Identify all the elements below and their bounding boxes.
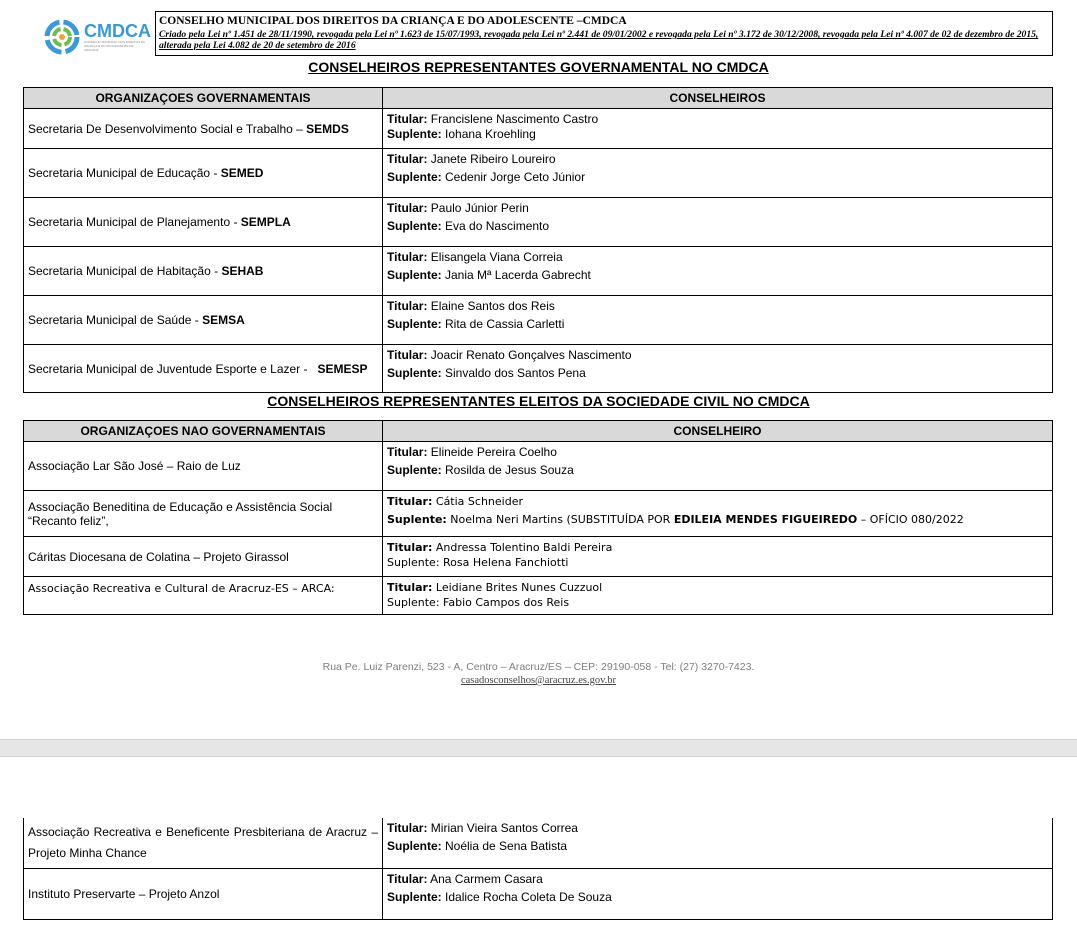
gov-table-header [24, 88, 1053, 109]
cmdca-logo [44, 17, 151, 57]
org-cell: Associação Beneditina de Educação e Assistência Social “Recanto feliz”, [24, 491, 383, 537]
civil-table [23, 420, 1053, 615]
header-box [155, 11, 1053, 56]
table-row [24, 491, 1053, 537]
civil-col-org: ORGANIZAÇOES NAO GOVERNAMENTAIS [24, 421, 383, 442]
cons-cell: Titular: Cátia Schneider Suplente: Noelma Neri Martins (SUBSTITUÍDA POR EDILEIA MENDES FIGUEIREDO – OFÍCIO 080/2022 [383, 491, 1053, 537]
civil-section-title: CONSELHEIROS REPRESENTANTES ELEITOS DA SOCIEDADE CIVIL NO CMDCA [267, 393, 810, 409]
cons-cell: Titular: Elineide Pereira Coelho Suplente: Rosilda de Jesus Souza [383, 442, 1053, 491]
gov-table [23, 87, 1053, 393]
page-break [0, 739, 1077, 757]
table-row [24, 198, 1053, 247]
org-cell: Secretaria De Desenvolvimento Social e Trabalho – SEMDS [24, 109, 383, 149]
org-cell: Associação Recreativa e Beneficente Presbiteriana de Aracruz – Projeto Minha Chance [24, 818, 383, 868]
gov-section-title: CONSELHEIROS REPRESENTANTES GOVERNAMENTAL NO CMDCA [308, 59, 769, 75]
table-row [24, 247, 1053, 296]
table-row [24, 109, 1053, 149]
table-row [24, 345, 1053, 393]
page-footer [0, 661, 1077, 687]
cons-cell: Titular: Andressa Tolentino Baldi Pereira Suplente: Rosa Helena Fanchiotti [383, 537, 1053, 577]
cons-cell: Titular: Francislene Nascimento Castro Suplente: Iohana Kroehling [383, 109, 1053, 149]
cons-cell: Titular: Leidiane Brites Nunes Cuzzuol Suplente: Fabio Campos dos Reis [383, 577, 1053, 615]
table-row [24, 537, 1053, 577]
cons-cell: Titular: Paulo Júnior Perin Suplente: Eva do Nascimento [383, 198, 1053, 247]
table-row [24, 868, 1053, 919]
org-cell: Instituto Preservarte – Projeto Anzol [24, 868, 383, 919]
org-cell: Secretaria Municipal de Educação - SEMED [24, 149, 383, 198]
cons-cell: Titular: Janete Ribeiro Loureiro Suplente: Cedenir Jorge Ceto Júnior [383, 149, 1053, 198]
org-cell: Secretaria Municipal de Habitação - SEHAB [24, 247, 383, 296]
org-cell: Secretaria Municipal de Planejamento - SEMPLA [24, 198, 383, 247]
civil-col-cons: CONSELHEIRO [383, 421, 1053, 442]
footer-address: Rua Pe. Luiz Parenzi, 523 - A, Centro – Aracruz/ES – CEP: 29190-058 - Tel: (27) 3270-7423. [322, 661, 755, 673]
civil-table-continued [23, 818, 1053, 920]
org-cell: Associação Recreativa e Cultural de Aracruz-ES – ARCA: [24, 577, 383, 615]
org-cell: Secretaria Municipal de Juventude Esporte e Lazer - SEMESP [24, 345, 383, 393]
header-title: CONSELHO MUNICIPAL DOS DIREITOS DA CRIANÇA E DO ADOLESCENTE –CMDCA [159, 15, 627, 27]
cons-cell: Titular: Joacir Renato Gonçalves Nascimento Suplente: Sinvaldo dos Santos Pena [383, 345, 1053, 393]
table-row [24, 818, 1053, 868]
footer-email-link[interactable]: casadosconselhos@aracruz.es.gov.br [460, 675, 617, 686]
cons-cell: Titular: Mirian Vieira Santos Correa Suplente: Noélia de Sena Batista [383, 818, 1053, 868]
header-subtitle: Criado pela Lei nº 1.451 de 28/11/1990, revogada pela Lei nº 1.623 de 15/07/1993, revogada pela Lei nº 2.441 de 09/01/2002 e revogada pela Lei nº 3.172 de 30/12/2008, revogada pela Lei nº 4.007 de 02 de dezembro de 2015, alterada pela Lei 4.082 de 20 de setembro de 2016 [159, 29, 1039, 51]
table-row [24, 577, 1053, 615]
cons-cell: Titular: Ana Carmem Casara Suplente: Idalice Rocha Coleta De Souza [383, 868, 1053, 919]
table-row [24, 296, 1053, 345]
org-cell: Associação Lar São José – Raio de Luz [24, 442, 383, 491]
cons-cell: Titular: Elaine Santos dos Reis Suplente: Rita de Cassia Carletti [383, 296, 1053, 345]
org-cell: Cáritas Diocesana de Colatina – Projeto Girassol [24, 537, 383, 577]
civil-table-header [24, 421, 1053, 442]
logo-subtext: CONSELHO MUNICIPAL DOS DIREITOS DA CRIANÇA E DO ADOLESCENTE DE ARACRUZ [84, 40, 145, 52]
gov-col-org: ORGANIZAÇOES GOVERNAMENTAIS [24, 88, 383, 109]
logo-text: CMDCA [84, 21, 151, 41]
cmdca-logo-icon [44, 19, 80, 55]
org-cell: Secretaria Municipal de Saúde - SEMSA [24, 296, 383, 345]
table-row [24, 149, 1053, 198]
gov-col-cons: CONSELHEIROS [383, 88, 1053, 109]
cons-cell: Titular: Elisangela Viana Correia Suplente: Jania Mª Lacerda Gabrecht [383, 247, 1053, 296]
table-row [24, 442, 1053, 491]
